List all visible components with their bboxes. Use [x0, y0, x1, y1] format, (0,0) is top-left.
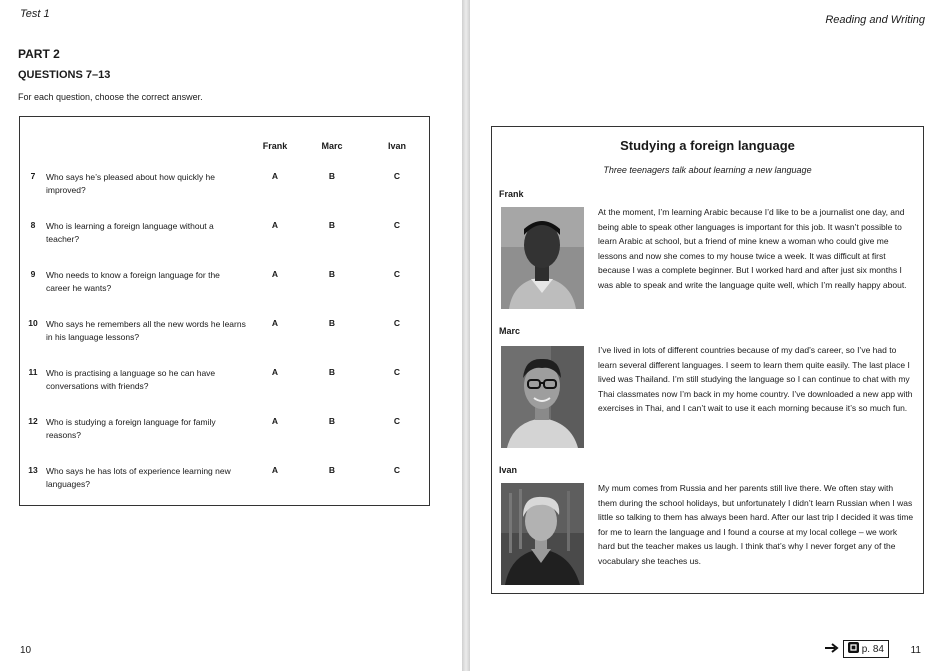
person-name-ivan: Ivan: [499, 465, 518, 475]
option-a[interactable]: A: [271, 367, 279, 377]
question-text: Who says he has lots of experience learning new languages?: [46, 466, 231, 489]
questions-table: [19, 116, 430, 506]
question-row: [20, 367, 429, 411]
option-c[interactable]: C: [393, 269, 401, 279]
person-text-frank: At the moment, I’m learning Arabic because I’d like to be a journalist one day, and being able to speak other languages is important for this job. It wasn’t possible to learn Arabic at school, but a friend of mine knew a woman who could give me lessons and now she comes to my house twice a week. It was difficult at first because I was a complete beginner. But I worked hard and after just six months I was able to speak and write the language quite well, which I’m really happy about.: [598, 207, 907, 290]
question-number: 12: [28, 416, 38, 426]
running-head-right: Reading and Writing: [825, 14, 925, 26]
option-a[interactable]: A: [271, 465, 279, 475]
question-row: [20, 269, 429, 313]
question-row: [20, 416, 429, 460]
question-text: Who says he remembers all the new words he learns in his language lessons?: [46, 319, 246, 342]
article-title: Studying a foreign language: [620, 138, 795, 153]
person-text-ivan: My mum comes from Russia and her parents still live there. We often stay with them during the school holidays, but unfortunately I didn’t learn Russian when I was little so talking to them has always been hard. After our last trip I decided it was time for me to learn the language and I found a course at my local college – we work hard but the teacher makes us laugh. I think that’s why I never forget any of the vocabulary she teaches us.: [598, 483, 914, 566]
page-number-left: 10: [20, 645, 32, 656]
running-head-left: Test 1: [20, 8, 50, 20]
book-gutter: [462, 0, 470, 671]
question-text: Who is practising a language so he can have conversations with friends?: [46, 368, 216, 391]
question-number: 7: [30, 171, 36, 181]
person-name-frank: Frank: [499, 189, 524, 199]
photo-frank: [501, 207, 584, 309]
column-header-ivan: Ivan: [387, 141, 406, 151]
article-subtitle: Three teenagers talk about learning a new language: [603, 165, 812, 175]
question-text: Who says he’s pleased about how quickly he improved?: [46, 172, 215, 195]
option-b[interactable]: B: [328, 318, 336, 328]
reference-box[interactable]: [843, 640, 889, 658]
option-b[interactable]: B: [328, 171, 336, 181]
right-page: [470, 0, 945, 671]
option-c[interactable]: C: [393, 171, 401, 181]
person-text-marc: I’ve lived in lots of different countries because of my dad’s career, so I’ve had to learn several different languages. I seem to learn them quite easily. The last place I lived was Thailand. I’m still studying the language so I can continue to chat with my Thai classmates now I’m back in my home country. I’ve downloaded a new app with exercises in Thai, and I can’t wait to use it each morning because it’s so much fun.: [598, 345, 913, 414]
option-a[interactable]: A: [271, 416, 279, 426]
option-a[interactable]: A: [271, 171, 279, 181]
option-c[interactable]: C: [393, 465, 401, 475]
questions-range: QUESTIONS 7–13: [18, 69, 111, 81]
option-b[interactable]: B: [328, 220, 336, 230]
instruction: For each question, choose the correct answer.: [18, 92, 203, 102]
photo-marc: [501, 346, 584, 448]
question-row: [20, 171, 429, 215]
left-page: [0, 0, 462, 671]
arrow-right-icon: [825, 643, 839, 656]
question-number: 13: [28, 465, 38, 475]
question-text: Who is studying a foreign language for family reasons?: [46, 417, 216, 440]
question-number: 9: [30, 269, 36, 279]
page-reference[interactable]: [825, 640, 889, 658]
column-header-frank: Frank: [262, 141, 288, 151]
option-b[interactable]: B: [328, 416, 336, 426]
question-text: Who needs to know a foreign language for the career he wants?: [46, 270, 220, 293]
person-name-marc: Marc: [499, 326, 521, 336]
option-a[interactable]: A: [271, 318, 279, 328]
column-header-marc: Marc: [321, 141, 343, 151]
question-row: [20, 318, 429, 362]
page-number-right: 11: [910, 645, 921, 656]
question-number: 11: [28, 367, 38, 377]
question-number: 10: [28, 318, 38, 328]
option-c[interactable]: C: [393, 220, 401, 230]
option-c[interactable]: C: [393, 318, 401, 328]
question-row: [20, 465, 429, 509]
book-icon: [848, 642, 859, 656]
question-text: Who is learning a foreign language without a teacher?: [46, 221, 214, 244]
option-c[interactable]: C: [393, 367, 401, 377]
option-b[interactable]: B: [328, 367, 336, 377]
option-a[interactable]: A: [271, 220, 279, 230]
question-number: 8: [30, 220, 36, 230]
question-row: [20, 220, 429, 264]
photo-ivan: [501, 483, 584, 585]
option-b[interactable]: B: [328, 269, 336, 279]
reference-page: p. 84: [861, 643, 884, 655]
part-title: PART 2: [18, 47, 60, 61]
option-a[interactable]: A: [271, 269, 279, 279]
reading-text-box: [491, 126, 924, 594]
option-c[interactable]: C: [393, 416, 401, 426]
option-b[interactable]: B: [328, 465, 336, 475]
